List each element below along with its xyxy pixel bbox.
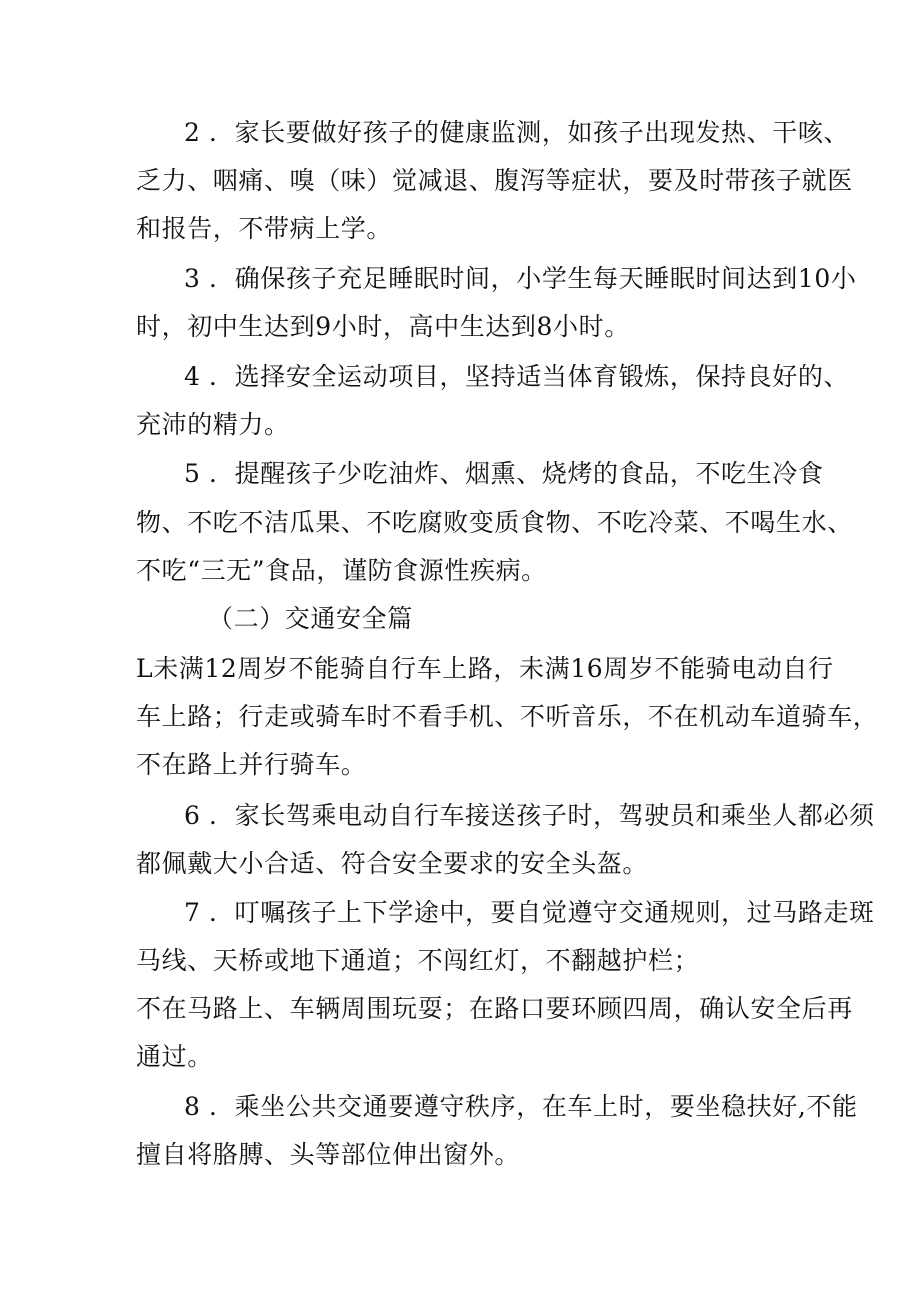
paragraph-2-line-2: 乏力、咽痛、嗅（味）觉减退、腹泻等症状，要及时带孩子就医 (136, 166, 853, 195)
paragraph-2-line-1: 2 ．家长要做好孩子的健康监测，如孩子出现发热、干咳、 (184, 118, 850, 147)
paragraph-8-line-1: 8 ．乘坐公共交通要遵守秩序，在车上时，要坐稳扶好,不能 (184, 1092, 858, 1121)
paragraph-5-line-3: 不吃“三无”食品，谨防食源性疾病。 (136, 556, 547, 585)
paragraph-5-line-1: 5 ．提醒孩子少吃油炸、烟熏、烧烤的食品，不吃生冷食 (184, 459, 824, 488)
paragraph-3-line-2: 时，初中生达到9小时，高中生达到8小时。 (136, 312, 630, 341)
paragraph-1-line-2: 车上路；行走或骑车时不看手机、不听音乐，不在机动车道骑车， (136, 702, 879, 731)
paragraph-6-line-1: 6 ．家长驾乘电动自行车接送孩子时，驾驶员和乘坐人都必须 (184, 801, 875, 830)
paragraph-8-line-2: 擅自将胳膊、头等部位伸出窗外。 (136, 1140, 521, 1169)
paragraph-7-line-3: 不在马路上、车辆周围玩耍；在路口要环顾四周，确认安全后再 (136, 994, 853, 1023)
section-heading-traffic-safety: （二）交通安全篇 (208, 604, 413, 633)
paragraph-7-line-4: 通过。 (136, 1042, 213, 1071)
paragraph-7-line-1: 7 ．叮嘱孩子上下学途中，要自觉遵守交通规则，过马路走斑 (184, 898, 875, 927)
paragraph-5-line-2: 物、不吃不洁瓜果、不吃腐败变质食物、不吃冷菜、不喝生水、 (136, 508, 853, 537)
paragraph-4-line-2: 充沛的精力。 (136, 410, 290, 439)
paragraph-1-line-1: L未满12周岁不能骑自行车上路，未满16周岁不能骑电动自行 (136, 654, 834, 683)
paragraph-7-line-2: 马线、天桥或地下通道；不闯红灯，不翻越护栏； (136, 946, 700, 975)
paragraph-2-line-3: 和报告，不带病上学。 (136, 214, 393, 243)
paragraph-4-line-1: 4 ．选择安全运动项目，坚持适当体育锻炼，保持良好的、 (184, 362, 850, 391)
paragraph-6-line-2: 都佩戴大小合适、符合安全要求的安全头盔。 (136, 849, 649, 878)
paragraph-1-line-3: 不在路上并行骑车。 (136, 750, 367, 779)
paragraph-3-line-1: 3 ．确保孩子充足睡眠时间，小学生每天睡眠时间达到10小 (184, 264, 857, 293)
